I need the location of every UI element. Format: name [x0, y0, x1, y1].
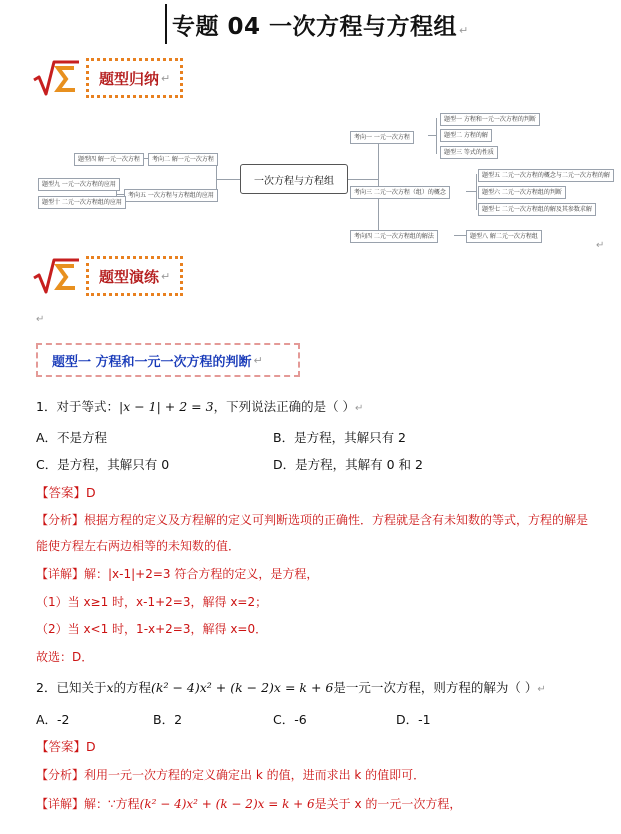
- type-banner: 题型一 方程和一元一次方程的判断 ↵: [36, 343, 300, 377]
- conclusion-1: 故选：D．: [36, 650, 94, 664]
- mindmap-connector: [116, 194, 124, 195]
- option-c: C．是方程，其解只有 0: [36, 457, 170, 472]
- mindmap-node-topic-3: 考向三 二元一次方程（组）的概念: [350, 186, 450, 199]
- mindmap-connector: [454, 235, 466, 236]
- detail-1-line-3: （2）当 x<1 时，1-x+2=3，解得 x=0．: [36, 622, 268, 636]
- mindmap-leaf: 题型三 等式的性质: [440, 146, 498, 159]
- question-2-equation: (k² − 4)x² + (k − 2)x = k + 6: [151, 680, 334, 695]
- mindmap-center-node: 一次方程与方程组: [240, 164, 348, 194]
- mindmap-leaf: 题型二 方程的解: [440, 129, 492, 142]
- answer-1: 【答案】D: [36, 485, 96, 500]
- section-label: 题型演练: [99, 267, 160, 286]
- answer-2: 【答案】D: [36, 739, 96, 754]
- mindmap-node-topic-2: 考向二 解一元一次方程: [148, 153, 218, 166]
- option-d: D．是方程，其解有 0 和 2: [273, 457, 423, 472]
- mindmap-connector: [348, 179, 378, 180]
- page-title-text: 专题 04 一次方程与方程组: [172, 14, 458, 40]
- mindmap-leaf: 题型四 解一元一次方程: [74, 153, 144, 166]
- question-2-stem: 2．已知关于x的方程(k² − 4)x² + (k − 2)x = k + 6是一元一次方程，则方程的解为（ ）↵: [36, 680, 546, 695]
- mindmap-leaf: 题型九 一元一次方程的应用: [38, 178, 120, 191]
- return-mark: ↵: [459, 24, 469, 37]
- mindmap-leaf: 题型八 解二元一次方程组: [466, 230, 542, 243]
- title-cursor-bar: [165, 4, 167, 44]
- question-1-stem: 1．对于等式：|x − 1| + 2 = 3，下列说法正确的是（ ）↵: [36, 399, 364, 414]
- mindmap-connector: [428, 135, 436, 136]
- analysis-1-line-2: 能使方程左右两边相等的未知数的值．: [36, 539, 241, 553]
- mindmap-leaf: 题型六 二元一次方程组的判断: [478, 186, 566, 199]
- detail-1-line-2: （1）当 x≥1 时，x-1+2=3，解得 x=2；: [36, 595, 268, 609]
- mindmap-node-topic-1: 考向一 一元一次方程: [350, 131, 414, 144]
- mindmap-leaf: 题型一 方程和一元一次方程的判断: [440, 113, 540, 126]
- section-label-box: 题型归纳 ↵: [86, 58, 183, 98]
- return-mark: ↵: [596, 240, 605, 251]
- mindmap-connector: [466, 191, 476, 192]
- mindmap-node-topic-5: 考向五 一次方程与方程组的应用: [124, 189, 218, 202]
- mindmap-leaf: 题型七 二元一次方程组的解及其参数求解: [478, 203, 596, 216]
- return-mark: ↵: [36, 314, 45, 325]
- detail-2-line-1: 【详解】解：∵方程(k² − 4)x² + (k − 2)x = k + 6是关于 x 的一元一次方程，: [36, 797, 462, 811]
- type-banner-text: 题型一 方程和一元一次方程的判断: [52, 354, 252, 370]
- option-a: A．-2: [36, 712, 70, 727]
- mindmap-connector: [216, 179, 240, 180]
- option-b: B．2: [153, 712, 183, 727]
- mindmap-node-topic-4: 考向四 二元一次方程组的解法: [350, 230, 438, 243]
- mindmap-leaf: 题型五 二元一次方程的概念与二元一次方程的解: [478, 169, 614, 182]
- mindmap-leaf: 题型十 二元一次方程组的应用: [38, 196, 126, 209]
- sqrt-sigma-icon: [33, 256, 81, 296]
- analysis-2: 【分析】利用一元一次方程的定义确定出 k 的值，进而求出 k 的值即可．: [36, 768, 426, 782]
- analysis-1-line-1: 【分析】根据方程的定义及方程解的定义可判断选项的正确性．方程就是含有未知数的等式，方程的解是: [36, 513, 589, 527]
- mindmap-connector: [476, 174, 477, 210]
- question-1-equation: |x − 1| + 2 = 3: [118, 399, 214, 414]
- option-d: D．-1: [396, 712, 431, 727]
- page-title: [172, 8, 469, 41]
- mindmap-connector: [436, 118, 437, 154]
- option-c: C．-6: [273, 712, 307, 727]
- mindmap: [36, 104, 610, 250]
- section-label-box: 题型演练 ↵: [86, 256, 183, 296]
- option-a: A．不是方程: [36, 430, 108, 445]
- sqrt-sigma-icon: [33, 58, 81, 98]
- option-b: B．是方程，其解只有 2: [273, 430, 407, 445]
- detail-1-line-1: 【详解】解：|x-1|+2=3 符合方程的定义，是方程，: [36, 567, 319, 581]
- section-label: 题型归纳: [99, 69, 160, 88]
